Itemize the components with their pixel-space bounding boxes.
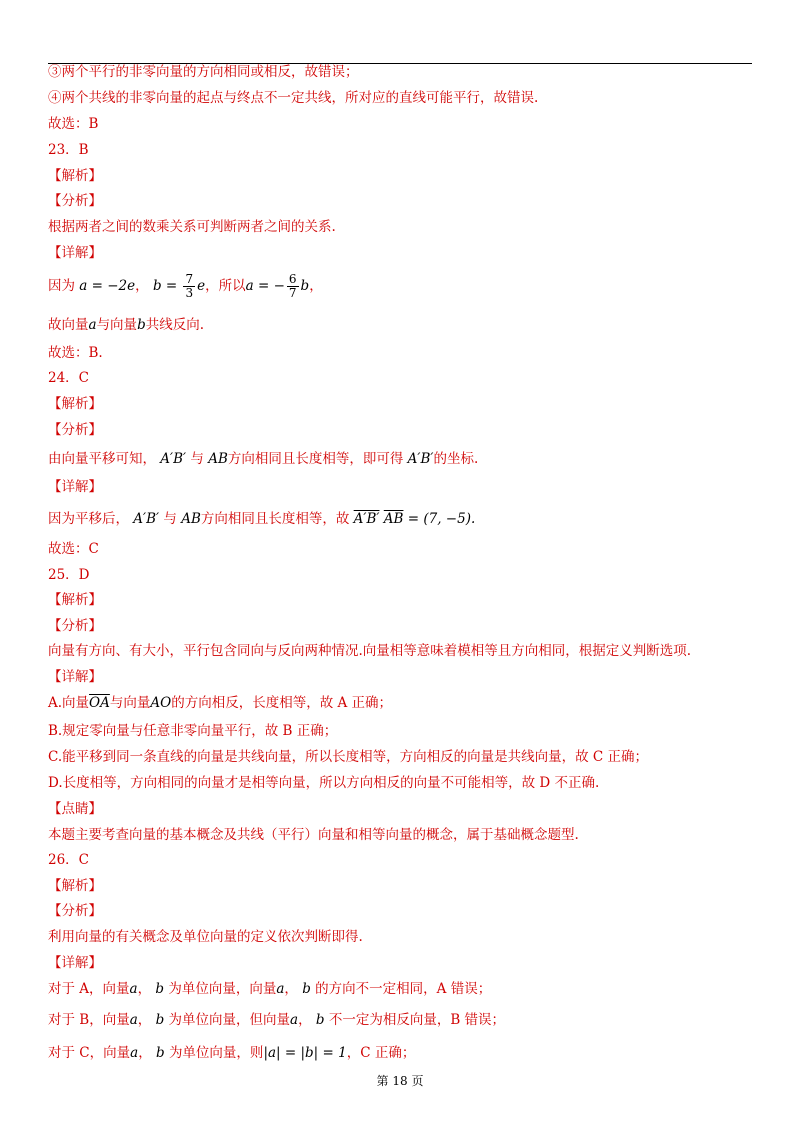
text: ，所以 [205, 278, 246, 294]
section-heading: 【详解】 [48, 669, 102, 685]
text-line: 根据两者之间的数乘关系可判断两者之间的关系. [48, 219, 336, 235]
formula: b [155, 1012, 165, 1028]
formula: b [302, 981, 311, 997]
text: ，C 正确； [346, 1045, 416, 1061]
text: 共线反向. [145, 317, 205, 333]
formula: b = [152, 278, 178, 294]
section-heading: 【详解】 [48, 955, 102, 971]
math-line [48, 1044, 415, 1062]
math-line [48, 316, 204, 334]
formula: a [276, 981, 285, 997]
answer-line: 故选：B. [48, 345, 103, 361]
formula: a [290, 1012, 299, 1028]
text: 对于 B，向量 [48, 1012, 130, 1028]
text: 与向量 [109, 695, 151, 711]
text-line: 向量有方向、有大小，平行包含同向与反向两种情况.向量相等意味着模相等且方向相同，根据定义判断选项. [48, 643, 692, 659]
page-footer: 第 18 页 [376, 1074, 424, 1088]
text: ， [309, 278, 323, 294]
math-line [48, 980, 491, 998]
text-line: 本题主要考查向量的基本概念及共线（平行）向量和相等向量的概念，属于基础概念题型. [48, 827, 579, 843]
math-line [48, 272, 323, 300]
question-number: 25．D [48, 567, 90, 583]
formula: a = − [245, 278, 285, 294]
formula: a [88, 317, 97, 333]
section-heading: 【解析】 [48, 592, 102, 608]
formula: a [130, 1045, 139, 1061]
formula: AO [150, 695, 172, 711]
text: ， [135, 278, 149, 294]
text: 为单位向量，但向量 [168, 1012, 291, 1028]
formula: $\overline{OA}$ [89, 695, 110, 711]
formula: A′B′ [133, 511, 160, 527]
text: ， [137, 1012, 152, 1028]
text: ， [298, 1012, 312, 1028]
question-number: 26．C [48, 852, 90, 868]
formula: b [137, 317, 146, 333]
formula: |a| = |b| = 1 [263, 1045, 347, 1061]
text-line: ④两个共线的非零向量的起点与终点不一定共线，所对应的直线可能平行，故错误. [48, 90, 539, 106]
text-line: ③两个平行的非零向量的方向相同或相反，故错误； [48, 64, 359, 80]
math-line [48, 1011, 505, 1029]
text: ， [284, 981, 298, 997]
text: 与 [163, 511, 177, 527]
text-line: D.长度相等，方向相同的向量才是相等向量，所以方向相反的向量不可能相等，故 D 不正确. [48, 775, 600, 791]
formula: e [197, 278, 206, 294]
text: 的方向不一定相同，A 错误； [315, 981, 492, 997]
section-heading: 【解析】 [48, 396, 102, 412]
formula: a [129, 981, 138, 997]
text-line: B.规定零向量与任意非零向量平行，故 B 正确； [48, 723, 338, 739]
section-heading: 【分析】 [48, 422, 102, 438]
formula: b [155, 981, 165, 997]
formula: b [155, 1045, 165, 1061]
text-line: 利用向量的有关概念及单位向量的定义依次判断即得. [48, 929, 363, 945]
section-heading: 【分析】 [48, 903, 102, 919]
answer-line: 故选：B [48, 116, 99, 132]
section-heading: 【详解】 [48, 245, 102, 261]
section-heading: 【分析】 [48, 193, 102, 209]
formula: a [129, 1012, 138, 1028]
question-number: 23．B [48, 142, 89, 158]
formula: AB [208, 451, 228, 467]
formula: A′B′ [353, 511, 380, 527]
text: 因为 [48, 278, 75, 294]
section-heading: 【解析】 [48, 878, 102, 894]
section-heading: 【详解】 [48, 479, 102, 495]
formula: b [315, 1012, 325, 1028]
formula: b [300, 278, 310, 294]
text: ， [138, 1045, 152, 1061]
math-line [48, 450, 478, 468]
text: 对于 C，向量 [48, 1045, 131, 1061]
question-number: 24．C [48, 370, 90, 386]
text: 与向量 [96, 317, 138, 333]
section-heading: 【解析】 [48, 168, 102, 184]
text: A.向量 [48, 695, 90, 711]
text-line: C.能平移到同一条直线的向量是共线向量，所以长度相等，方向相反的向量是共线向量，故 C 正确； [48, 749, 649, 765]
formula: A′B′ [160, 451, 187, 467]
formula: A′B′ [407, 451, 434, 467]
text: 因为平移后， [48, 511, 129, 527]
text: 由向量平移可知， [48, 451, 156, 467]
math-line [48, 510, 475, 528]
text: ， [137, 981, 152, 997]
text: 方向相同且长度相等，即可得 [227, 451, 404, 467]
text: 对于 A，向量 [48, 981, 130, 997]
answer-line: 故选：C [48, 541, 99, 557]
fraction: $\frac{6}{7}$ [288, 272, 297, 300]
text: 为单位向量，向量 [168, 981, 277, 997]
text: 方向相同且长度相等，故 [200, 511, 350, 527]
text: 故向量 [48, 317, 89, 333]
formula: $\overline{AB}$ [383, 511, 404, 527]
section-heading: 【点睛】 [48, 801, 102, 817]
text: 与 [190, 451, 204, 467]
formula: AB [181, 511, 201, 527]
text: 的坐标. [433, 451, 479, 467]
formula: a = −2e [79, 278, 136, 294]
fraction: $\frac{7}{3}$ [185, 272, 194, 300]
text: 的方向相反，长度相等，故 A 正确； [171, 695, 393, 711]
math-line [48, 694, 392, 712]
formula: = (7, −5). [407, 511, 476, 527]
text: 为单位向量，则 [168, 1045, 264, 1061]
text: 不一定为相反向量，B 错误； [328, 1012, 506, 1028]
section-heading: 【分析】 [48, 618, 102, 634]
